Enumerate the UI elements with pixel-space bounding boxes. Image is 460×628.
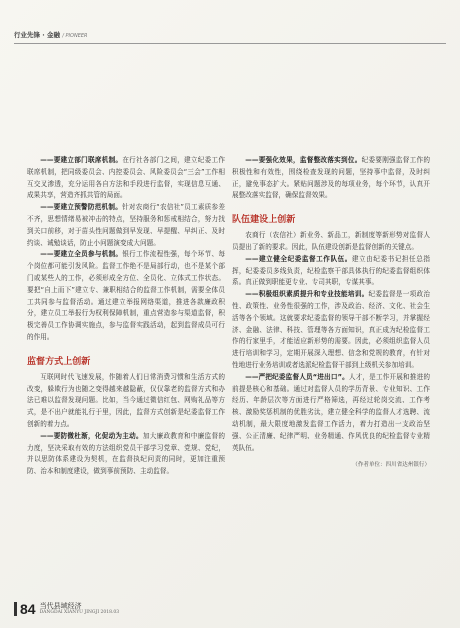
- paragraph: [232, 155, 430, 202]
- magazine-title: 当代县域经济: [39, 602, 82, 610]
- magazine-name: [40, 602, 120, 616]
- paragraph: [27, 249, 225, 343]
- paragraph-text: 纪委要刚强监督工作的积极性和有效性，围绕检查发现的问题，坚持事中监督，及时纠正，避免事态扩大。紧贴问题涉及的每项业务，每个环节，认真开展整改落实监督，确保监督效果。: [232, 156, 430, 200]
- paragraph-lead: ——要建立部门联席机制。: [40, 156, 123, 164]
- paragraph-lead: ——要防微杜渐，化促动为主动。: [40, 431, 143, 440]
- paragraph-lead: ——积极组织素质提升和专业技能培训。: [245, 290, 369, 299]
- header-rule: [14, 43, 446, 44]
- page-footer: [14, 602, 119, 616]
- paragraph: [232, 372, 430, 455]
- paragraph-text: 人才，是工作开展和推进的前提是核心和基础。通过对监督人员的学历背景、专业知识、工作经历、年龄层次等方面进行严格筛选，再经过轮岗交流、工作考核、激励奖惩机制的优胜劣汰，建立健全科学的监督人才选聘、流动机制，最大限度地激发监督工作活力，着力打造出一支政治坚强、公正清廉、纪律严明、业务精通、作风优良的纪检监督专业精英队伍。: [232, 372, 430, 452]
- paragraph: [232, 254, 430, 289]
- paragraph-text: 银行工作流程性强，每个环节、每个岗位都可能引发风险。监督工作绝不是局部行动，也不是某个部门或某些人的工作，必须形成全方位、全员化、立体式工作状态。要把“自上而下”建立专、兼职相结合的监督工作机制，需要全体员工共同参与监督活动。通过建立举报网络渠道，推进各款廉政积分，建立员工举报行为权利保障机制，重点营造参与渠道监督，积极完善员工作协调实施点，参与监督实践活动，起到监督成员可行的作用。: [27, 250, 226, 341]
- paragraph-lead: ——要强化效果，监督整改落实到位。: [245, 156, 362, 164]
- right-column: [232, 155, 430, 472]
- paragraph-text: 在行社各部门之间，建立纪委工作联席机制，把同级委员会、内控委员会、风险委员会“三会”工作相互交叉渗透，充分运用各自方法和手段进行监督，实现信息互通、成果共享，营造齐抓共管的局面。: [27, 156, 226, 200]
- paragraph-lead: ——要建立预警防范机制。: [40, 203, 123, 212]
- paragraph-lead: ——严把纪委监督人员“进出口”。: [245, 372, 349, 381]
- paragraph-text: 纪委监督是一项政治性、政策性、业务性很强的工作，涉及政治、经济、文化、社会生活等各个领域。这就要求纪委监督的领导干部不断学习，并掌握经济、金融、法律、科技、管理等各方面知识，真正成为纪检监督工作的行家里手，才能适应新形势的需要。因此，必须组织监督人员进行培训和学习，定期开展深入理想、信念和党规的教育，有针对性地进行业务培训或者选派纪检监督干部到上级机关参加培训。: [232, 290, 430, 369]
- paragraph: [232, 289, 430, 372]
- paragraph-lead: ——要建立全员参与机制。: [40, 250, 123, 259]
- paragraph-text: 建立由纪委书记担任总指挥，纪委委员多线负责，纪检监察干部具体执行的纪委监督组织体系。真正做到职能更专业、专司其职，专谋其事。: [232, 254, 430, 287]
- paragraph: 互联网时代飞速发展，作随着人们日常消费习惯和生活方式的改变，躲欺行为也随之变得越来越隐蔽，仅仅靠老的监督方式和办法已难以监督发现问题。比如，当今通过微信红包、网购礼品等方式，是不出户就能礼行于里，因此，监督方式创新是纪委监督工作创新的着力点。: [27, 372, 225, 428]
- page-header: [14, 30, 446, 39]
- paragraph-text: 加大廉政教育和中廉监督的力度，坚决采取有效的方法组织党员干部学习党章、党规、党纪，并以思防体系建设为契机，在监督执纪问责的同时，更加注重预防、治本和制度建设，做到事前预防、主动监督。: [27, 431, 226, 476]
- section-heading: 监督方式上创新: [27, 356, 91, 367]
- issue-label: DANGDAI XIANYU JINGJI 2018.03: [39, 610, 120, 615]
- paragraph: [27, 202, 225, 249]
- paragraph: 农商行（农信社）新业务、新品工，新制度等新形势对监督人员提出了新的要求。因此，队伍建设创新是监督创新的关键点。: [232, 231, 430, 251]
- header-subtitle: / PIONEER: [62, 33, 88, 39]
- paragraph: [27, 431, 225, 478]
- left-column: [27, 155, 225, 478]
- header-title: 行业先锋 · 金融: [14, 31, 60, 39]
- paragraph-lead: ——建立健全纪委监督工作队伍。: [245, 254, 352, 263]
- author-note: （作者单位：四川省达州银行）: [352, 462, 430, 469]
- paragraph-text: 针对农商行“农信社”员工素质参差不齐，思想情绪易被冲击的特点，坚持服务和惩戒相结合，努力找到关口前移，对于苗头性问题做到早发现、早提醒、早纠正、及时约谈、诫勉谈话，防止小问题演变成大问题。: [27, 203, 225, 247]
- section-heading: 队伍建设上创新: [232, 215, 296, 226]
- page-number: 84: [14, 602, 36, 616]
- paragraph: [27, 155, 225, 202]
